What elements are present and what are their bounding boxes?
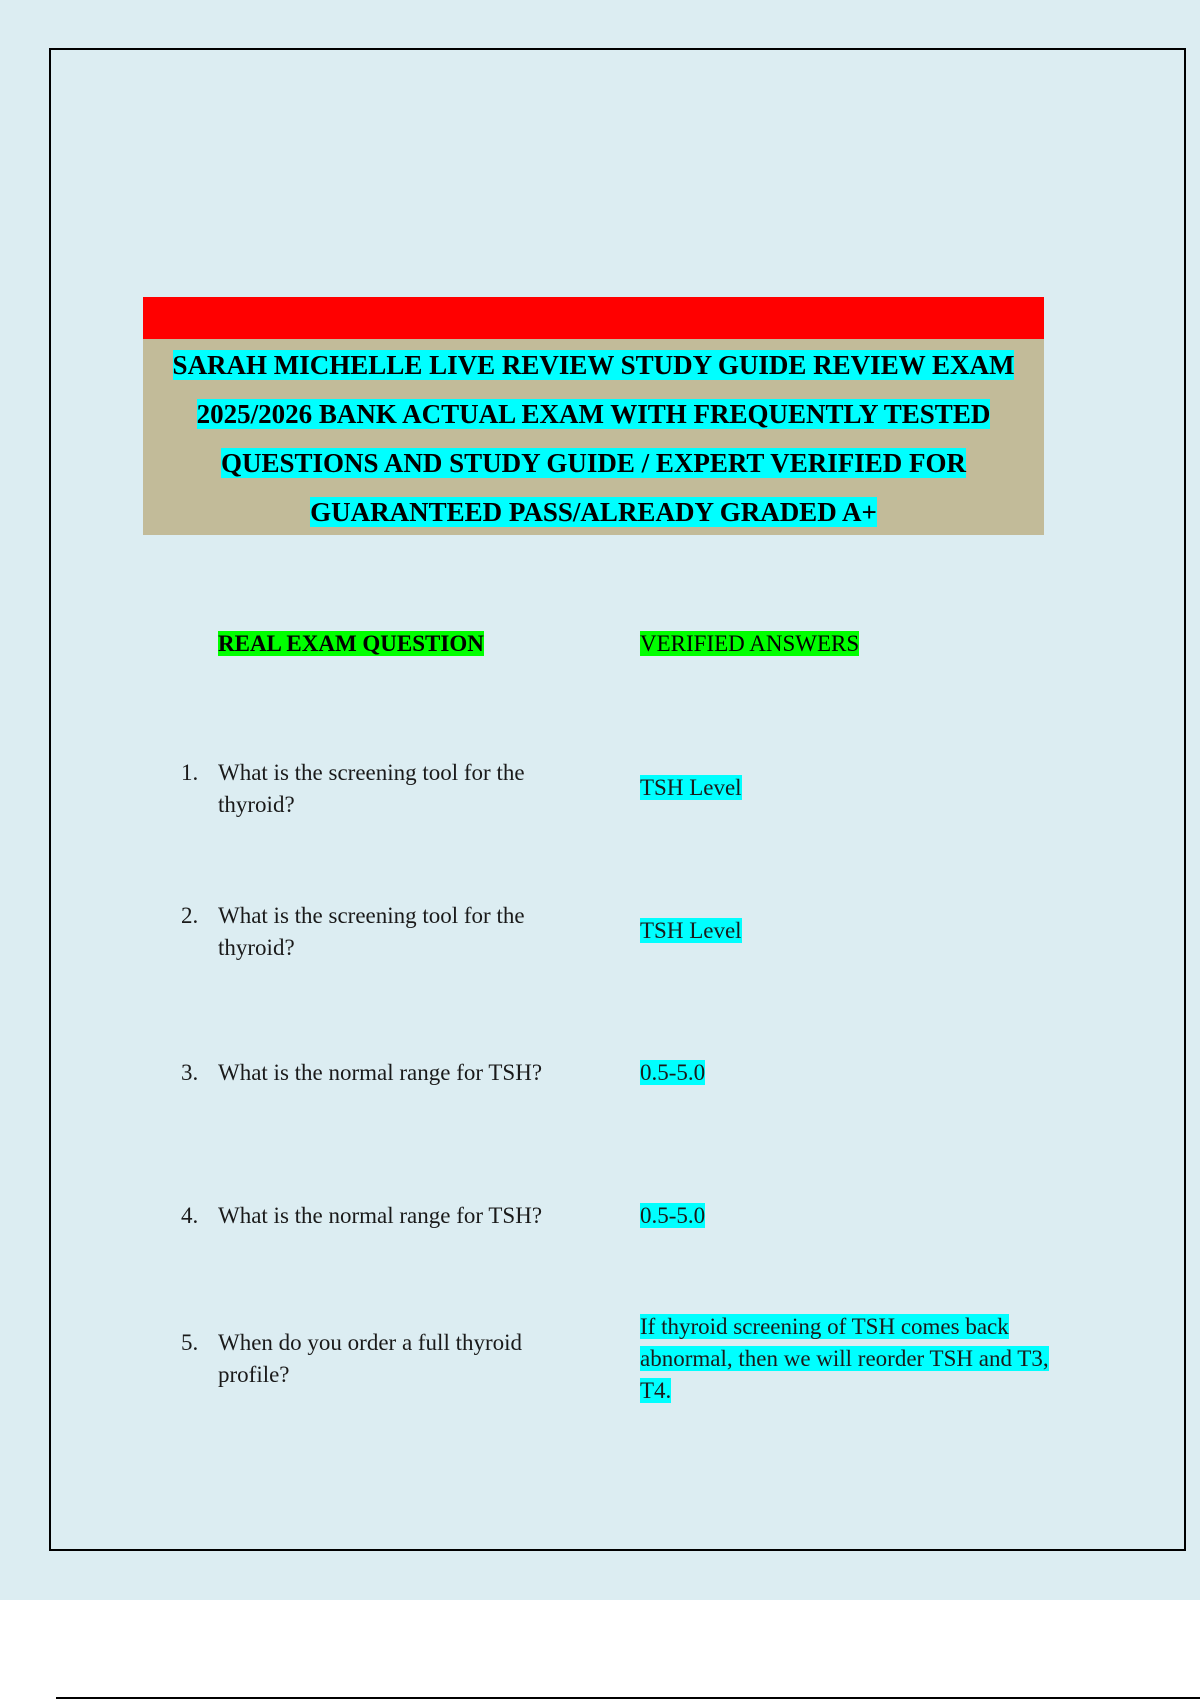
answer-column-header: VERIFIED ANSWERS (640, 631, 860, 656)
question-column-header: REAL EXAM QUESTION (218, 631, 484, 656)
answer-text: TSH Level (640, 918, 742, 943)
answer-text: TSH Level (640, 775, 742, 800)
question-text: What is the normal range for TSH? (218, 1203, 543, 1228)
answer-text: 0.5-5.0 (640, 1060, 706, 1085)
question-text: What is the screening tool for the thyroid? (218, 903, 525, 960)
question-number: 5. (181, 1330, 199, 1355)
document-title-text: SARAH MICHELLE LIVE REVIEW STUDY GUIDE REVIEW EXAM 2025/2026 BANK ACTUAL EXAM WITH FREQUENTLY TESTED QUESTIONS AND STUDY GUIDE / EXPERT VERIFIED FOR GUARANTEED PASS/ALREADY GRADED A+ (172, 350, 1015, 527)
question-text: When do you order a full thyroid profile? (218, 1330, 523, 1387)
question-number: 2. (181, 903, 199, 928)
answer-text: If thyroid screening of TSH comes back abnormal, then we will reorder TSH and T3, T4. (640, 1314, 1049, 1403)
question-number: 4. (181, 1203, 199, 1228)
question-text: What is the screening tool for the thyroid? (218, 760, 525, 817)
question-number: 1. (181, 760, 199, 785)
title-red-bar (143, 297, 1044, 339)
question-text: What is the normal range for TSH? (218, 1060, 543, 1085)
title-block (143, 297, 1044, 535)
footer-divider (56, 1697, 1200, 1699)
document-title (143, 341, 1044, 537)
question-number: 3. (181, 1060, 199, 1085)
answer-text: 0.5-5.0 (640, 1203, 706, 1228)
